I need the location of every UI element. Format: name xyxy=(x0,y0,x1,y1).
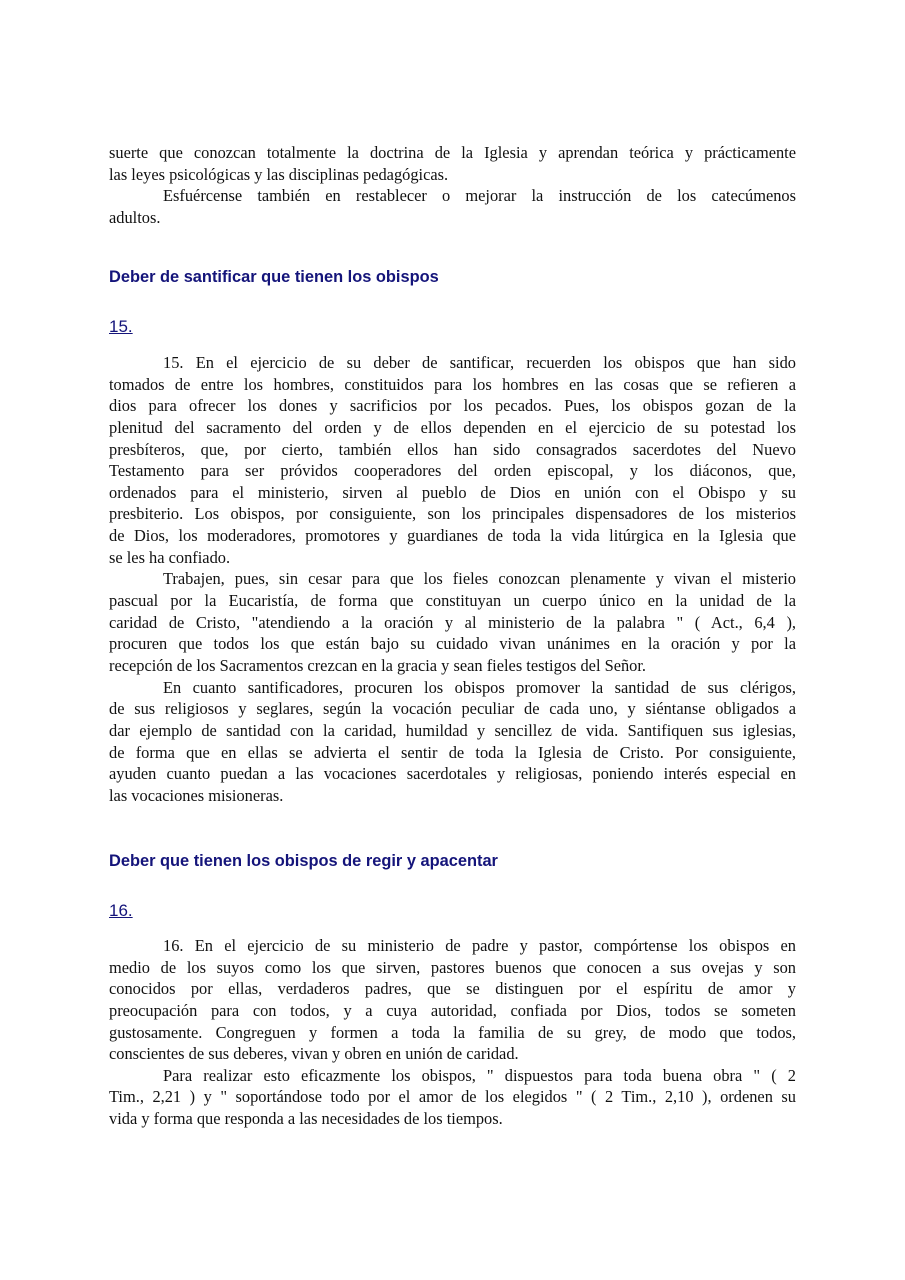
paragraph-line: plenitud del sacramento del orden y de ellos dependen en el ejercicio de su potestad los xyxy=(109,417,796,437)
paragraph-line: ayuden cuanto puedan a las vocaciones sacerdotales y religiosas, poniendo interés especial en xyxy=(109,764,796,784)
paragraph-line: pascual por la Eucaristía, de forma que constituyan un cuerpo único en la unidad de la xyxy=(109,591,796,611)
paragraph-line: caridad de Cristo, "atendiendo a la oración y al ministerio de la palabra " ( Act., 6,4 ), xyxy=(109,612,796,632)
paragraph-line: presbíteros, que, por cierto, también ellos han sido consagrados sacerdotes del Nuevo xyxy=(109,439,796,459)
paragraph-line: suerte que conozcan totalmente la doctrina de la Iglesia y aprendan teórica y prácticamente xyxy=(109,143,796,162)
paragraph-line: Tim., 2,21 ) y " soportándose todo por el amor de los elegidos " ( 2 Tim., 2,10 ), ordenen su xyxy=(109,1087,796,1107)
paragraph-line: recepción de los Sacramentos crezcan en la gracia y sean fieles testigos del Señor. xyxy=(109,655,647,675)
paragraph-line: vida y forma que responda a las necesidades de los tiempos. xyxy=(109,1109,503,1129)
paragraph-line: tomados de entre los hombres, constituidos para los hombres en las cosas que se refieren a xyxy=(109,374,796,394)
paragraph-line: se les ha confiado. xyxy=(109,547,231,567)
paragraph-line: medio de los suyos como los que sirven, pastores buenos que conocen a sus ovejas y son xyxy=(109,957,796,977)
article-link-16[interactable]: 16. xyxy=(109,901,133,920)
paragraph-line: ordenados para el ministerio, sirven al pueblo de Dios en unión con el Obispo y su xyxy=(109,482,796,502)
paragraph-line: las vocaciones misioneras. xyxy=(109,785,284,805)
paragraph-line: dar ejemplo de santidad con la caridad, humildad y sencillez de vida. Santifiquen sus iglesias, xyxy=(109,720,796,740)
article-16-text xyxy=(109,935,796,1130)
paragraph-line: 16. En el ejercicio de su ministerio de padre y pastor, compórtense los obispos en xyxy=(163,936,796,955)
section-heading-santificar: Deber de santificar que tienen los obispos xyxy=(109,268,439,286)
section-heading-regir: Deber que tienen los obispos de regir y apacentar xyxy=(109,852,498,870)
paragraph-line: gustosamente. Congreguen y formen a toda la familia de su grey, de modo que todos, xyxy=(109,1022,796,1042)
paragraph-line: conscientes de sus deberes, vivan y obren en unión de caridad. xyxy=(109,1044,519,1064)
paragraph-line: presbiterio. Los obispos, por consiguiente, son los principales dispensadores de los misterios xyxy=(109,504,796,524)
article-15-text xyxy=(109,352,796,806)
paragraph-line: preocupación para con todos, y a cuya autoridad, confiada por Dios, todos se someten xyxy=(109,1000,796,1020)
paragraph-line: dios para ofrecer los dones y sacrificios por los pecados. Pues, los obispos gozan de la xyxy=(109,396,796,416)
paragraph-line: Esfuércense también en restablecer o mejorar la instrucción de los catecúmenos xyxy=(163,186,796,206)
paragraph-line: procuren que todos los que están bajo su cuidado vivan unánimes en la oración y por la xyxy=(109,634,796,654)
article-link-15[interactable]: 15. xyxy=(109,317,133,336)
paragraph-line: de sus religiosos y seglares, según la vocación peculiar de cada uno, y siéntanse obligados a xyxy=(109,699,796,719)
paragraph-line: de forma que en ellas se advierta el sentir de toda la Iglesia de Cristo. Por consiguiente, xyxy=(109,742,796,762)
paragraph-line: Testamento para ser próvidos cooperadores del orden episcopal, y los diáconos, que, xyxy=(109,461,796,481)
paragraph-line: las leyes psicológicas y las disciplinas pedagógicas. xyxy=(109,164,449,184)
paragraph-line: adultos. xyxy=(109,207,161,227)
paragraph-line: En cuanto santificadores, procuren los obispos promover la santidad de sus clérigos, xyxy=(163,677,796,697)
paragraph-line: 15. En el ejercicio de su deber de santificar, recuerden los obispos que han sido xyxy=(163,353,796,372)
paragraph-line: de Dios, los moderadores, promotores y guardianes de toda la vida litúrgica en la Iglesia que xyxy=(109,526,796,546)
paragraph-line: conocidos por ellas, verdaderos padres, que se distinguen por el espíritu de amor y xyxy=(109,979,796,999)
intro-text xyxy=(109,142,796,229)
paragraph-line: Trabajen, pues, sin cesar para que los fieles conozcan plenamente y vivan el misterio xyxy=(163,569,796,589)
paragraph-line: Para realizar esto eficazmente los obispos, " dispuestos para toda buena obra " ( 2 xyxy=(163,1065,796,1085)
